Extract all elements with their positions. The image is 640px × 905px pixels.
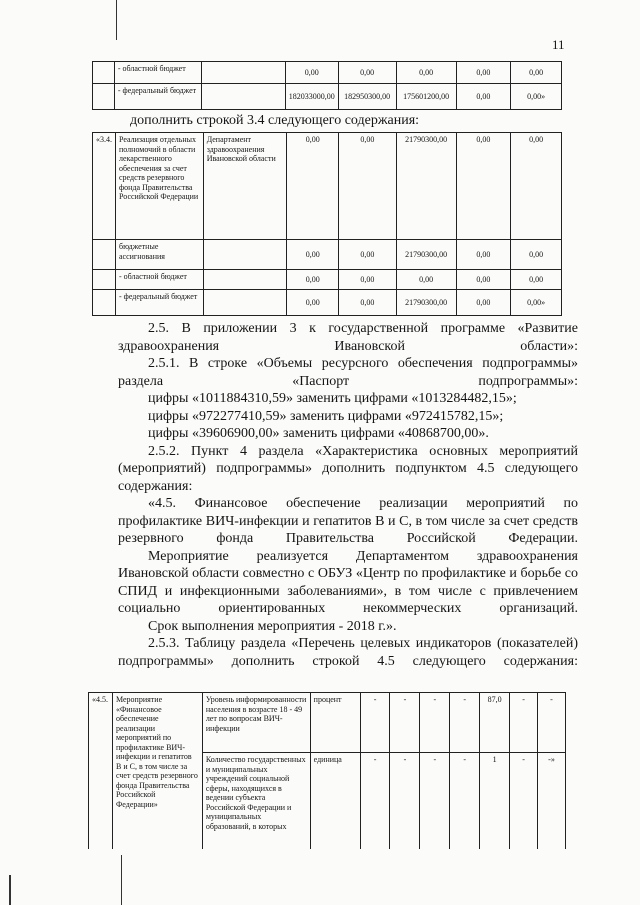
table-row xyxy=(93,290,562,316)
paragraph-2-5-2: 2.5.2. Пункт 4 раздела «Характеристика основных мероприятий (мероприятий) подпрограммы» дополнить подпунктом 4.5 следующего содержания: xyxy=(118,443,578,494)
value-cell: - xyxy=(420,693,450,753)
value-cell: 0,00 xyxy=(456,270,511,290)
value-cell: 0,00 xyxy=(511,270,562,290)
value-cell: 0,00 xyxy=(456,84,511,110)
value-cell: 0,00 xyxy=(396,62,456,84)
value-cell: 0,00 xyxy=(339,240,397,270)
value-cell: - xyxy=(390,753,420,849)
row-label: - федеральный бюджет xyxy=(114,84,202,110)
value-cell: 0,00» xyxy=(511,290,562,316)
scan-artifact-top xyxy=(116,0,117,40)
value-cell: 0,00 xyxy=(456,240,511,270)
row-label: бюджетные ассигнования xyxy=(116,240,204,270)
value-cell: - xyxy=(450,753,480,849)
table-row-3-4 xyxy=(92,132,562,316)
value-cell: 0,00 xyxy=(339,270,397,290)
page-number: 11 xyxy=(552,37,565,52)
value-cell: 175601200,00 xyxy=(396,84,456,110)
paragraph-4-5: «4.5. Финансовое обеспечение реализации мероприятий по профилактике ВИЧ-инфекции и гепатитов В и С, в том числе за счет средств резервного фонда Правительства Российской Федерации. xyxy=(118,496,578,546)
indicator-unit: процент xyxy=(310,693,360,753)
value-cell: 0,00 xyxy=(287,290,339,316)
paragraph-term: Срок выполнения мероприятия - 2018 г.». xyxy=(148,618,397,634)
body-text xyxy=(118,320,578,670)
indicator-unit: единица xyxy=(310,753,360,849)
value-cell: 0,00 xyxy=(456,290,511,316)
row-number: «3.4. xyxy=(93,133,116,240)
scan-artifact-bottom-left xyxy=(9,875,11,905)
table-row xyxy=(93,84,562,110)
paragraph-2-5-1: 2.5.1. В строке «Объемы ресурсного обеспечения подпрограммы» раздела «Паспорт подпрограммы»: xyxy=(118,356,578,389)
scan-artifact-bottom xyxy=(121,855,122,905)
value-cell: 0,00 xyxy=(339,290,397,316)
value-cell: 0,00 xyxy=(339,133,397,240)
row-executor: Департамент здравоохранения Ивановской области xyxy=(203,133,287,240)
table-row xyxy=(93,270,562,290)
value-cell: 21790300,00 xyxy=(396,133,456,240)
value-cell: 0,00 xyxy=(287,240,339,270)
value-cell: 0,00 xyxy=(287,133,339,240)
value-cell: 0,00 xyxy=(396,270,456,290)
budget-table-continuation xyxy=(92,61,562,110)
table-row xyxy=(93,240,562,270)
value-cell: - xyxy=(510,753,538,849)
table-row xyxy=(93,62,562,84)
value-cell: 182950300,00 xyxy=(338,84,396,110)
replacement-2: цифры «972277410,59» заменить цифрами «972415782,15»; xyxy=(148,408,504,424)
value-cell: 21790300,00 xyxy=(396,240,456,270)
paragraph-2-5: 2.5. В приложении 3 к государственной программе «Развитие здравоохранения Ивановской области»: xyxy=(118,321,578,354)
row-label: - областной бюджет xyxy=(116,270,204,290)
value-cell: - xyxy=(360,753,390,849)
replacement-3: цифры «39606900,00» заменить цифрами «40868700,00». xyxy=(148,426,489,441)
row-name: Реализация отдельных полномочий в области лекарственного обеспечения за счет средств резервного фонда Правительства Российской Федерации xyxy=(116,133,204,240)
value-cell: 0,00 xyxy=(285,62,338,84)
replacement-1: цифры «1011884310,59» заменить цифрами «1013284482,15»; xyxy=(148,391,517,406)
value-cell: 87,0 xyxy=(480,693,510,753)
value-cell: 0,00» xyxy=(511,84,562,110)
value-cell: 0,00 xyxy=(338,62,396,84)
value-cell: 0,00 xyxy=(511,133,562,240)
value-cell: - xyxy=(450,693,480,753)
value-cell: 182033000,00 xyxy=(285,84,338,110)
paragraph-2-5-3: 2.5.3. Таблицу раздела «Перечень целевых индикаторов (показателей) подпрограммы» дополнить строкой 4.5 следующего содержания: xyxy=(118,636,578,669)
indicator-text: Количество государственных и муниципальных учреждений социальной сферы, находящихся в ведении субъекта Российской Федерации и муниципальных образований, в которых xyxy=(202,753,310,849)
value-cell: 21790300,00 xyxy=(396,290,456,316)
table-row xyxy=(93,133,562,240)
paragraph-event: Мероприятие реализуется Департаментом здравоохранения Ивановской области совместно с ОБУЗ «Центр по профилактике и борьбе со СПИД и инфекционными заболеваниями», в том числе с привлечением социально ориентированных некоммерческих организаций. xyxy=(118,548,578,616)
value-cell: - xyxy=(390,693,420,753)
row-name: Мероприятие «Финансовое обеспечение реализации мероприятий по профилактике ВИЧ-инфекции и гепатитов В и С, в том числе за счет средств резервного фонда Правительства Российской Федерации» xyxy=(112,693,202,849)
value-cell: - xyxy=(510,693,538,753)
value-cell: 0,00 xyxy=(287,270,339,290)
row-label: - федеральный бюджет xyxy=(116,290,204,316)
value-cell: - xyxy=(420,753,450,849)
value-cell: - xyxy=(538,693,566,753)
value-cell: 0,00 xyxy=(511,240,562,270)
value-cell: 0,00 xyxy=(456,133,511,240)
instruction-row-3-4: дополнить строкой 3.4 следующего содержания: xyxy=(130,113,420,128)
table-row xyxy=(89,693,566,753)
value-cell: -» xyxy=(538,753,566,849)
value-cell: - xyxy=(360,693,390,753)
value-cell: 1 xyxy=(480,753,510,849)
row-label: - областной бюджет xyxy=(114,62,202,84)
indicator-text: Уровень информированности населения в возрасте 18 - 49 лет по вопросам ВИЧ-инфекции xyxy=(202,693,310,753)
value-cell: 0,00 xyxy=(456,62,511,84)
table-row-4-5 xyxy=(88,692,566,849)
value-cell: 0,00 xyxy=(511,62,562,84)
row-number: «4.5. xyxy=(89,693,113,849)
